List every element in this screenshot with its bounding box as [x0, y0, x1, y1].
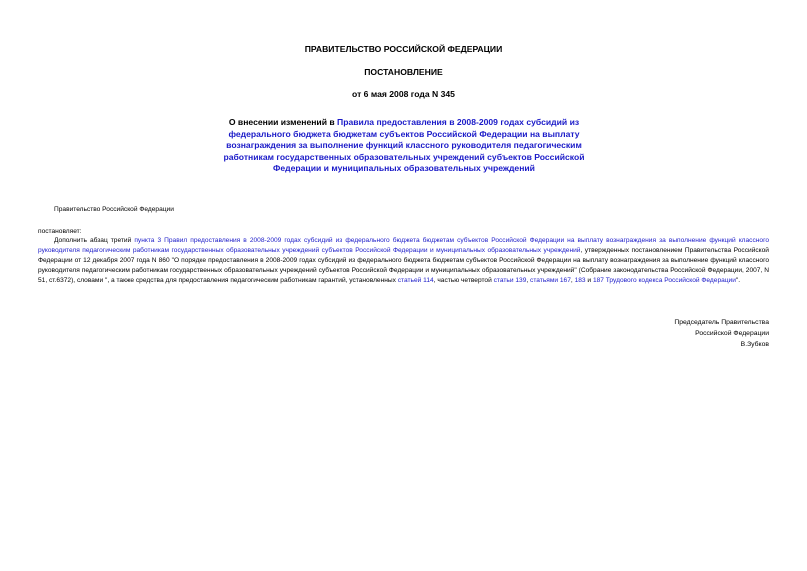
- paragraph-text: ".: [735, 277, 741, 285]
- government-line: Правительство Российской Федерации: [54, 206, 174, 213]
- paragraph-text: , утвержденных постановлением Правительства Российской Федерации от 12 декабря 2007 года N 860 "О порядке предоставления в 2008-2009 годах субсидий из федерального бюджета бюджетам субъектов Российской Федерации на выплату вознаграждения за выполнение функций классного руководителя педагогическим работникам государственных образовательных учреждений субъектов Российской Федерации и муниципальных образовательных учреждений" (Собрание законодательства Российской Федерации, 2007, N 51, ст.6372), словами ", а также средства для предоставления педагогическим работникам гарантий, установленных: [38, 247, 769, 285]
- paragraph-text: Дополнить абзац третий: [54, 237, 135, 244]
- paragraph-text: , частью четвертой: [433, 277, 494, 285]
- signature-name: В.Зубков: [740, 341, 769, 348]
- article-187-link[interactable]: 187 Трудового кодекса Российской Федерации: [592, 277, 736, 285]
- paragraph-text: ,: [570, 277, 575, 285]
- government-heading: ПРАВИТЕЛЬСТВО РОССИЙСКОЙ ФЕДЕРАЦИИ: [304, 44, 503, 54]
- title-prefix: О внесении изменений в: [228, 117, 338, 127]
- document-type: ПОСТАНОВЛЕНИЕ: [364, 67, 443, 77]
- article-167-link[interactable]: статьями 167: [530, 277, 571, 285]
- rules-point-3-link[interactable]: пункта 3 Правил предоставления в 2008-2009 годах субсидий из федерального бюджета бюджетам субъектов Российской Федерации на выплату вознаграждения за выполнение функций классного руководителя педагогическим работникам государственных образовательных учреждений субъектов Российской Федерации и муниципальных образовательных учреждений: [38, 237, 769, 255]
- article-139-link[interactable]: статьи 139: [493, 277, 527, 285]
- document-date-number: от 6 мая 2008 года N 345: [352, 89, 455, 99]
- main-paragraph: [38, 236, 769, 286]
- signature-block: [674, 317, 769, 350]
- title-rules-link[interactable]: Правила предоставления в 2008-2009 годах субсидий из федерального бюджета бюджетам субъектов Российской Федерации на выплату вознаграждения за выполнение функций классного руководителя педагогическим работникам государственных образовательных учреждений субъектов Российской Федерации и муниципальных образовательных учреждений: [223, 117, 585, 174]
- signature-position: Председатель Правительства: [674, 319, 769, 326]
- signature-organization: Российской Федерации: [695, 330, 769, 337]
- resolves-line: постановляет:: [38, 228, 82, 235]
- article-114-link[interactable]: статьей 114: [397, 277, 434, 285]
- document-title: [208, 117, 600, 175]
- paragraph-text: и: [585, 277, 593, 285]
- paragraph-text: ,: [526, 277, 531, 285]
- article-183-link[interactable]: 183: [574, 277, 586, 285]
